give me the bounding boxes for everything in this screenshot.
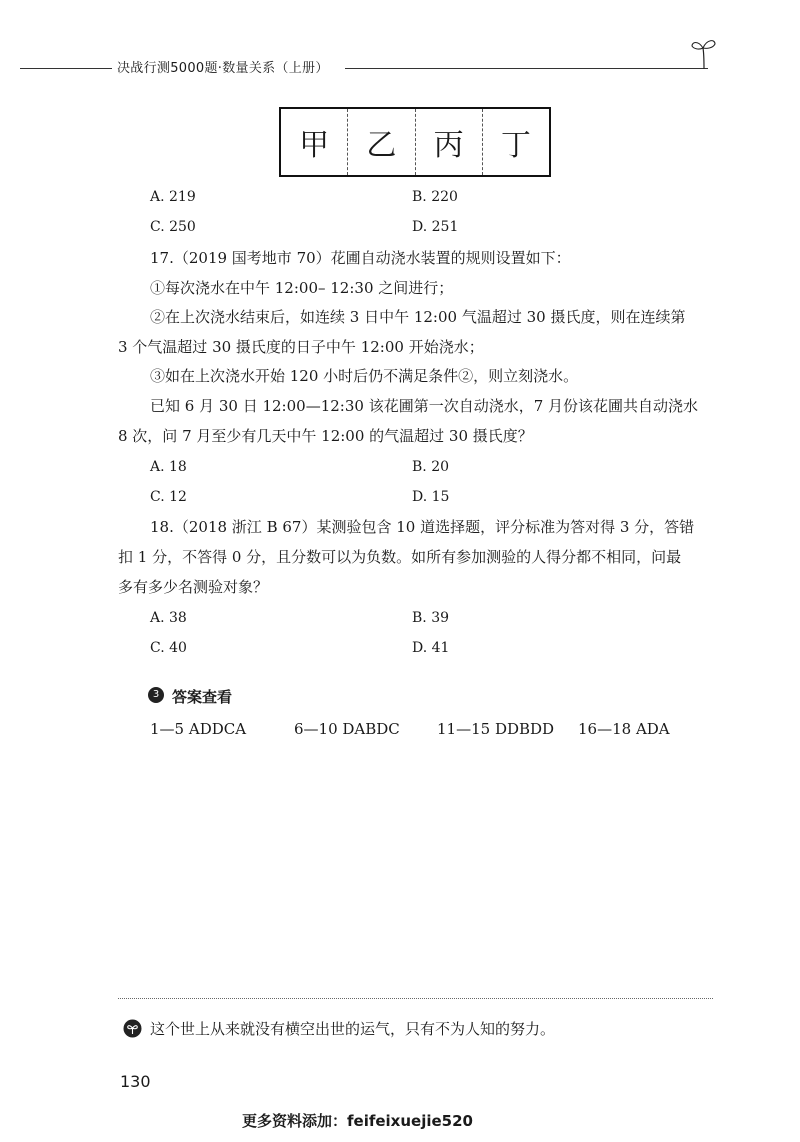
header-title: 决战行测5000题·数量关系（上册） bbox=[117, 61, 329, 76]
name-table bbox=[279, 107, 551, 177]
q17-rule-2-cont: 3 个气温超过 30 摄氏度的日子中午 12:00 开始浇水； bbox=[118, 338, 484, 356]
q18-option-d: D. 41 bbox=[412, 640, 450, 656]
q17-rule-2: ②在上次浇水结束后，如连续 3 日中午 12:00 气温超过 30 摄氏度，则在连续第 bbox=[150, 308, 686, 326]
q18-option-b: B. 39 bbox=[412, 610, 450, 626]
answer-group: 16—18 ADA bbox=[578, 720, 670, 738]
q17-option-b: B. 20 bbox=[412, 459, 450, 475]
q17-rule-1: ①每次浇水在中午 12:00– 12:30 之间进行； bbox=[150, 279, 454, 297]
footer-note: 更多资料添加：feifeixuejie520 bbox=[242, 1112, 473, 1130]
page-number: 130 bbox=[120, 1072, 151, 1091]
q18-stem: 18.（2018 浙江 B 67）某测验包含 10 道选择题，评分标准为答对得 3 分，答错 bbox=[150, 518, 695, 536]
q16-option-b: B. 220 bbox=[412, 189, 458, 205]
sprout-badge-icon bbox=[123, 1019, 142, 1038]
q17-rule-3: ③如在上次浇水开始 120 小时后仍不满足条件②，则立刻浇水。 bbox=[150, 367, 579, 385]
q18-stem-end: 多有多少名测验对象？ bbox=[118, 578, 269, 596]
answers-heading: 答案查看 bbox=[172, 688, 233, 706]
answer-group: 11—15 DDBDD bbox=[437, 720, 555, 738]
q17-option-d: D. 15 bbox=[412, 489, 450, 505]
q18-option-a: A. 38 bbox=[150, 610, 187, 626]
q17-body-cont: 8 次，问 7 月至少有几天中午 12:00 的气温超过 30 摄氏度？ bbox=[118, 427, 533, 445]
table-cell: 乙 bbox=[348, 109, 415, 175]
q17-option-a: A. 18 bbox=[150, 459, 187, 475]
motto-quote: 这个世上从来就没有横空出世的运气，只有不为人知的努力。 bbox=[150, 1020, 556, 1038]
q16-option-d: D. 251 bbox=[412, 219, 459, 235]
table-cell: 丙 bbox=[416, 109, 483, 175]
q16-option-c: C. 250 bbox=[150, 219, 196, 235]
q18-stem-cont: 扣 1 分，不答得 0 分，且分数可以为负数。如所有参加测验的人得分都不相同，问最 bbox=[118, 548, 682, 566]
header-rule-right bbox=[345, 68, 708, 69]
q17-stem: 17.（2019 国考地市 70）花圃自动浇水装置的规则设置如下： bbox=[150, 249, 571, 267]
answer-group: 1—5 ADDCA bbox=[150, 720, 247, 738]
q17-option-c: C. 12 bbox=[150, 489, 187, 505]
q17-body: 已知 6 月 30 日 12:00—12:30 该花圃第一次自动浇水，7 月份该花圃共自动浇水 bbox=[150, 397, 699, 415]
table-cell: 丁 bbox=[500, 128, 531, 163]
answer-badge-icon: 3 bbox=[148, 687, 164, 703]
answer-group: 6—10 DABDC bbox=[294, 720, 400, 738]
sprout-icon bbox=[690, 36, 718, 70]
footer-divider bbox=[118, 998, 713, 999]
q18-option-c: C. 40 bbox=[150, 640, 187, 656]
q16-option-a: A. 219 bbox=[150, 189, 196, 205]
header-rule-left bbox=[20, 68, 112, 69]
table-cell: 甲 bbox=[281, 109, 348, 175]
